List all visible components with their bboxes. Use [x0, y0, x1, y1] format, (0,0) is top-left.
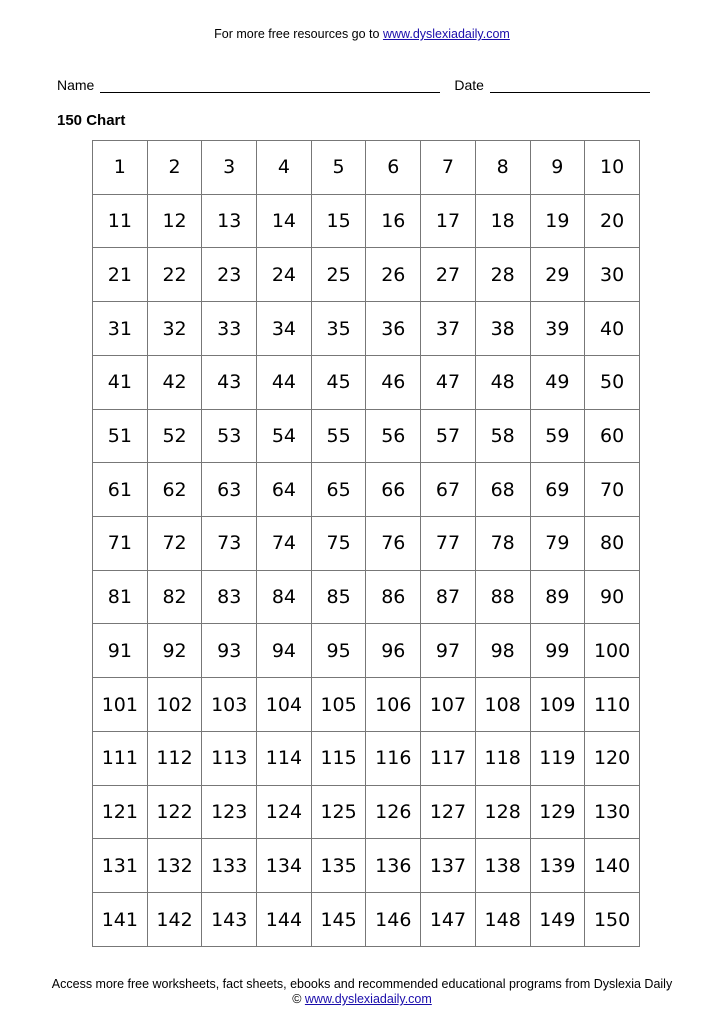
number-cell: 82	[147, 570, 202, 624]
number-cell: 133	[202, 839, 257, 893]
number-cell: 56	[366, 409, 421, 463]
number-cell: 14	[257, 194, 312, 248]
number-cell: 54	[257, 409, 312, 463]
number-cell: 68	[475, 463, 530, 517]
date-field[interactable]	[490, 78, 650, 93]
number-cell: 58	[475, 409, 530, 463]
table-row	[93, 248, 640, 302]
table-row	[93, 194, 640, 248]
number-cell: 51	[93, 409, 148, 463]
number-cell: 88	[475, 570, 530, 624]
number-cell: 8	[475, 141, 530, 195]
name-field[interactable]	[100, 78, 440, 93]
number-cell: 15	[311, 194, 366, 248]
number-cell: 57	[421, 409, 476, 463]
number-cell: 136	[366, 839, 421, 893]
number-cell: 9	[530, 141, 585, 195]
number-cell: 46	[366, 355, 421, 409]
number-cell: 127	[421, 785, 476, 839]
number-cell: 21	[93, 248, 148, 302]
number-cell: 62	[147, 463, 202, 517]
number-cell: 118	[475, 731, 530, 785]
number-cell: 11	[93, 194, 148, 248]
number-cell: 99	[530, 624, 585, 678]
number-cell: 122	[147, 785, 202, 839]
number-cell: 146	[366, 893, 421, 947]
number-cell: 124	[257, 785, 312, 839]
number-cell: 38	[475, 302, 530, 356]
number-cell: 80	[585, 517, 640, 571]
number-cell: 131	[93, 839, 148, 893]
page-footer	[0, 977, 724, 1007]
number-cell: 96	[366, 624, 421, 678]
table-row	[93, 517, 640, 571]
number-cell: 69	[530, 463, 585, 517]
number-cell: 94	[257, 624, 312, 678]
number-cell: 41	[93, 355, 148, 409]
number-cell: 33	[202, 302, 257, 356]
number-cell: 37	[421, 302, 476, 356]
footer-link[interactable]: www.dyslexiadaily.com	[304, 992, 432, 1006]
table-row	[93, 731, 640, 785]
header-link[interactable]: www.dyslexiadaily.com	[382, 27, 510, 41]
number-cell: 12	[147, 194, 202, 248]
number-cell: 135	[311, 839, 366, 893]
number-cell: 87	[421, 570, 476, 624]
number-cell: 112	[147, 731, 202, 785]
number-cell: 34	[257, 302, 312, 356]
number-cell: 6	[366, 141, 421, 195]
number-cell: 20	[585, 194, 640, 248]
number-cell: 52	[147, 409, 202, 463]
number-cell: 72	[147, 517, 202, 571]
number-cell: 142	[147, 893, 202, 947]
number-cell: 92	[147, 624, 202, 678]
number-cell: 59	[530, 409, 585, 463]
number-cell: 19	[530, 194, 585, 248]
number-cell: 129	[530, 785, 585, 839]
number-cell: 50	[585, 355, 640, 409]
number-cell: 77	[421, 517, 476, 571]
number-cell: 30	[585, 248, 640, 302]
number-cell: 113	[202, 731, 257, 785]
number-cell: 27	[421, 248, 476, 302]
number-cell: 91	[93, 624, 148, 678]
number-cell: 107	[421, 678, 476, 732]
number-cell: 100	[585, 624, 640, 678]
number-cell: 76	[366, 517, 421, 571]
name-label: Name	[57, 77, 95, 93]
number-cell: 83	[202, 570, 257, 624]
number-cell: 42	[147, 355, 202, 409]
number-cell: 109	[530, 678, 585, 732]
number-cell: 98	[475, 624, 530, 678]
number-cell: 106	[366, 678, 421, 732]
number-cell: 16	[366, 194, 421, 248]
footer-text: Access more free worksheets, fact sheets, ebooks and recommended educational programs from Dyslexia Daily	[51, 977, 673, 991]
number-cell: 101	[93, 678, 148, 732]
number-cell: 104	[257, 678, 312, 732]
table-row	[93, 302, 640, 356]
number-cell: 7	[421, 141, 476, 195]
number-cell: 89	[530, 570, 585, 624]
number-cell: 74	[257, 517, 312, 571]
number-cell: 90	[585, 570, 640, 624]
number-cell: 120	[585, 731, 640, 785]
number-cell: 141	[93, 893, 148, 947]
number-cell: 137	[421, 839, 476, 893]
number-cell: 138	[475, 839, 530, 893]
number-cell: 78	[475, 517, 530, 571]
copyright-symbol: ©	[292, 992, 305, 1006]
number-cell: 18	[475, 194, 530, 248]
number-cell: 117	[421, 731, 476, 785]
number-cell: 148	[475, 893, 530, 947]
number-cell: 28	[475, 248, 530, 302]
number-cell: 128	[475, 785, 530, 839]
number-cell: 149	[530, 893, 585, 947]
number-cell: 22	[147, 248, 202, 302]
number-cell: 144	[257, 893, 312, 947]
number-cell: 3	[202, 141, 257, 195]
number-cell: 1	[93, 141, 148, 195]
page-title: 150 Chart	[57, 112, 126, 129]
number-cell: 95	[311, 624, 366, 678]
number-cell: 4	[257, 141, 312, 195]
number-cell: 44	[257, 355, 312, 409]
footer-copyright-line	[0, 992, 724, 1007]
number-cell: 140	[585, 839, 640, 893]
number-cell: 119	[530, 731, 585, 785]
number-cell: 39	[530, 302, 585, 356]
table-row	[93, 839, 640, 893]
table-row	[93, 893, 640, 947]
number-cell: 102	[147, 678, 202, 732]
number-cell: 35	[311, 302, 366, 356]
number-cell: 45	[311, 355, 366, 409]
number-cell: 26	[366, 248, 421, 302]
number-cell: 70	[585, 463, 640, 517]
number-cell: 43	[202, 355, 257, 409]
number-chart-table	[92, 140, 640, 947]
number-cell: 66	[366, 463, 421, 517]
number-cell: 10	[585, 141, 640, 195]
number-cell: 24	[257, 248, 312, 302]
page-header	[0, 27, 724, 41]
number-cell: 103	[202, 678, 257, 732]
number-cell: 67	[421, 463, 476, 517]
number-cell: 147	[421, 893, 476, 947]
number-cell: 71	[93, 517, 148, 571]
table-row	[93, 785, 640, 839]
number-cell: 32	[147, 302, 202, 356]
number-cell: 93	[202, 624, 257, 678]
number-cell: 23	[202, 248, 257, 302]
number-cell: 63	[202, 463, 257, 517]
number-cell: 85	[311, 570, 366, 624]
number-cell: 29	[530, 248, 585, 302]
number-cell: 105	[311, 678, 366, 732]
number-cell: 114	[257, 731, 312, 785]
number-cell: 40	[585, 302, 640, 356]
table-row	[93, 141, 640, 195]
table-row	[93, 678, 640, 732]
number-cell: 49	[530, 355, 585, 409]
date-label: Date	[454, 77, 484, 93]
number-cell: 111	[93, 731, 148, 785]
number-cell: 31	[93, 302, 148, 356]
number-cell: 139	[530, 839, 585, 893]
number-cell: 121	[93, 785, 148, 839]
number-cell: 60	[585, 409, 640, 463]
number-cell: 143	[202, 893, 257, 947]
number-cell: 65	[311, 463, 366, 517]
number-cell: 145	[311, 893, 366, 947]
number-cell: 36	[366, 302, 421, 356]
number-cell: 64	[257, 463, 312, 517]
number-cell: 130	[585, 785, 640, 839]
number-cell: 81	[93, 570, 148, 624]
number-cell: 17	[421, 194, 476, 248]
number-cell: 79	[530, 517, 585, 571]
table-row	[93, 570, 640, 624]
number-cell: 2	[147, 141, 202, 195]
number-cell: 86	[366, 570, 421, 624]
number-cell: 48	[475, 355, 530, 409]
number-cell: 116	[366, 731, 421, 785]
table-row	[93, 463, 640, 517]
number-cell: 108	[475, 678, 530, 732]
number-cell: 132	[147, 839, 202, 893]
number-cell: 5	[311, 141, 366, 195]
number-cell: 126	[366, 785, 421, 839]
table-row	[93, 355, 640, 409]
number-cell: 61	[93, 463, 148, 517]
number-cell: 125	[311, 785, 366, 839]
number-cell: 75	[311, 517, 366, 571]
number-cell: 47	[421, 355, 476, 409]
number-cell: 115	[311, 731, 366, 785]
number-cell: 53	[202, 409, 257, 463]
number-cell: 123	[202, 785, 257, 839]
table-row	[93, 624, 640, 678]
number-cell: 25	[311, 248, 366, 302]
number-cell: 134	[257, 839, 312, 893]
number-cell: 97	[421, 624, 476, 678]
name-date-row	[57, 77, 650, 93]
number-cell: 73	[202, 517, 257, 571]
number-cell: 150	[585, 893, 640, 947]
number-cell: 110	[585, 678, 640, 732]
header-text: For more free resources go to	[214, 27, 383, 41]
table-row	[93, 409, 640, 463]
number-cell: 84	[257, 570, 312, 624]
number-cell: 13	[202, 194, 257, 248]
number-cell: 55	[311, 409, 366, 463]
